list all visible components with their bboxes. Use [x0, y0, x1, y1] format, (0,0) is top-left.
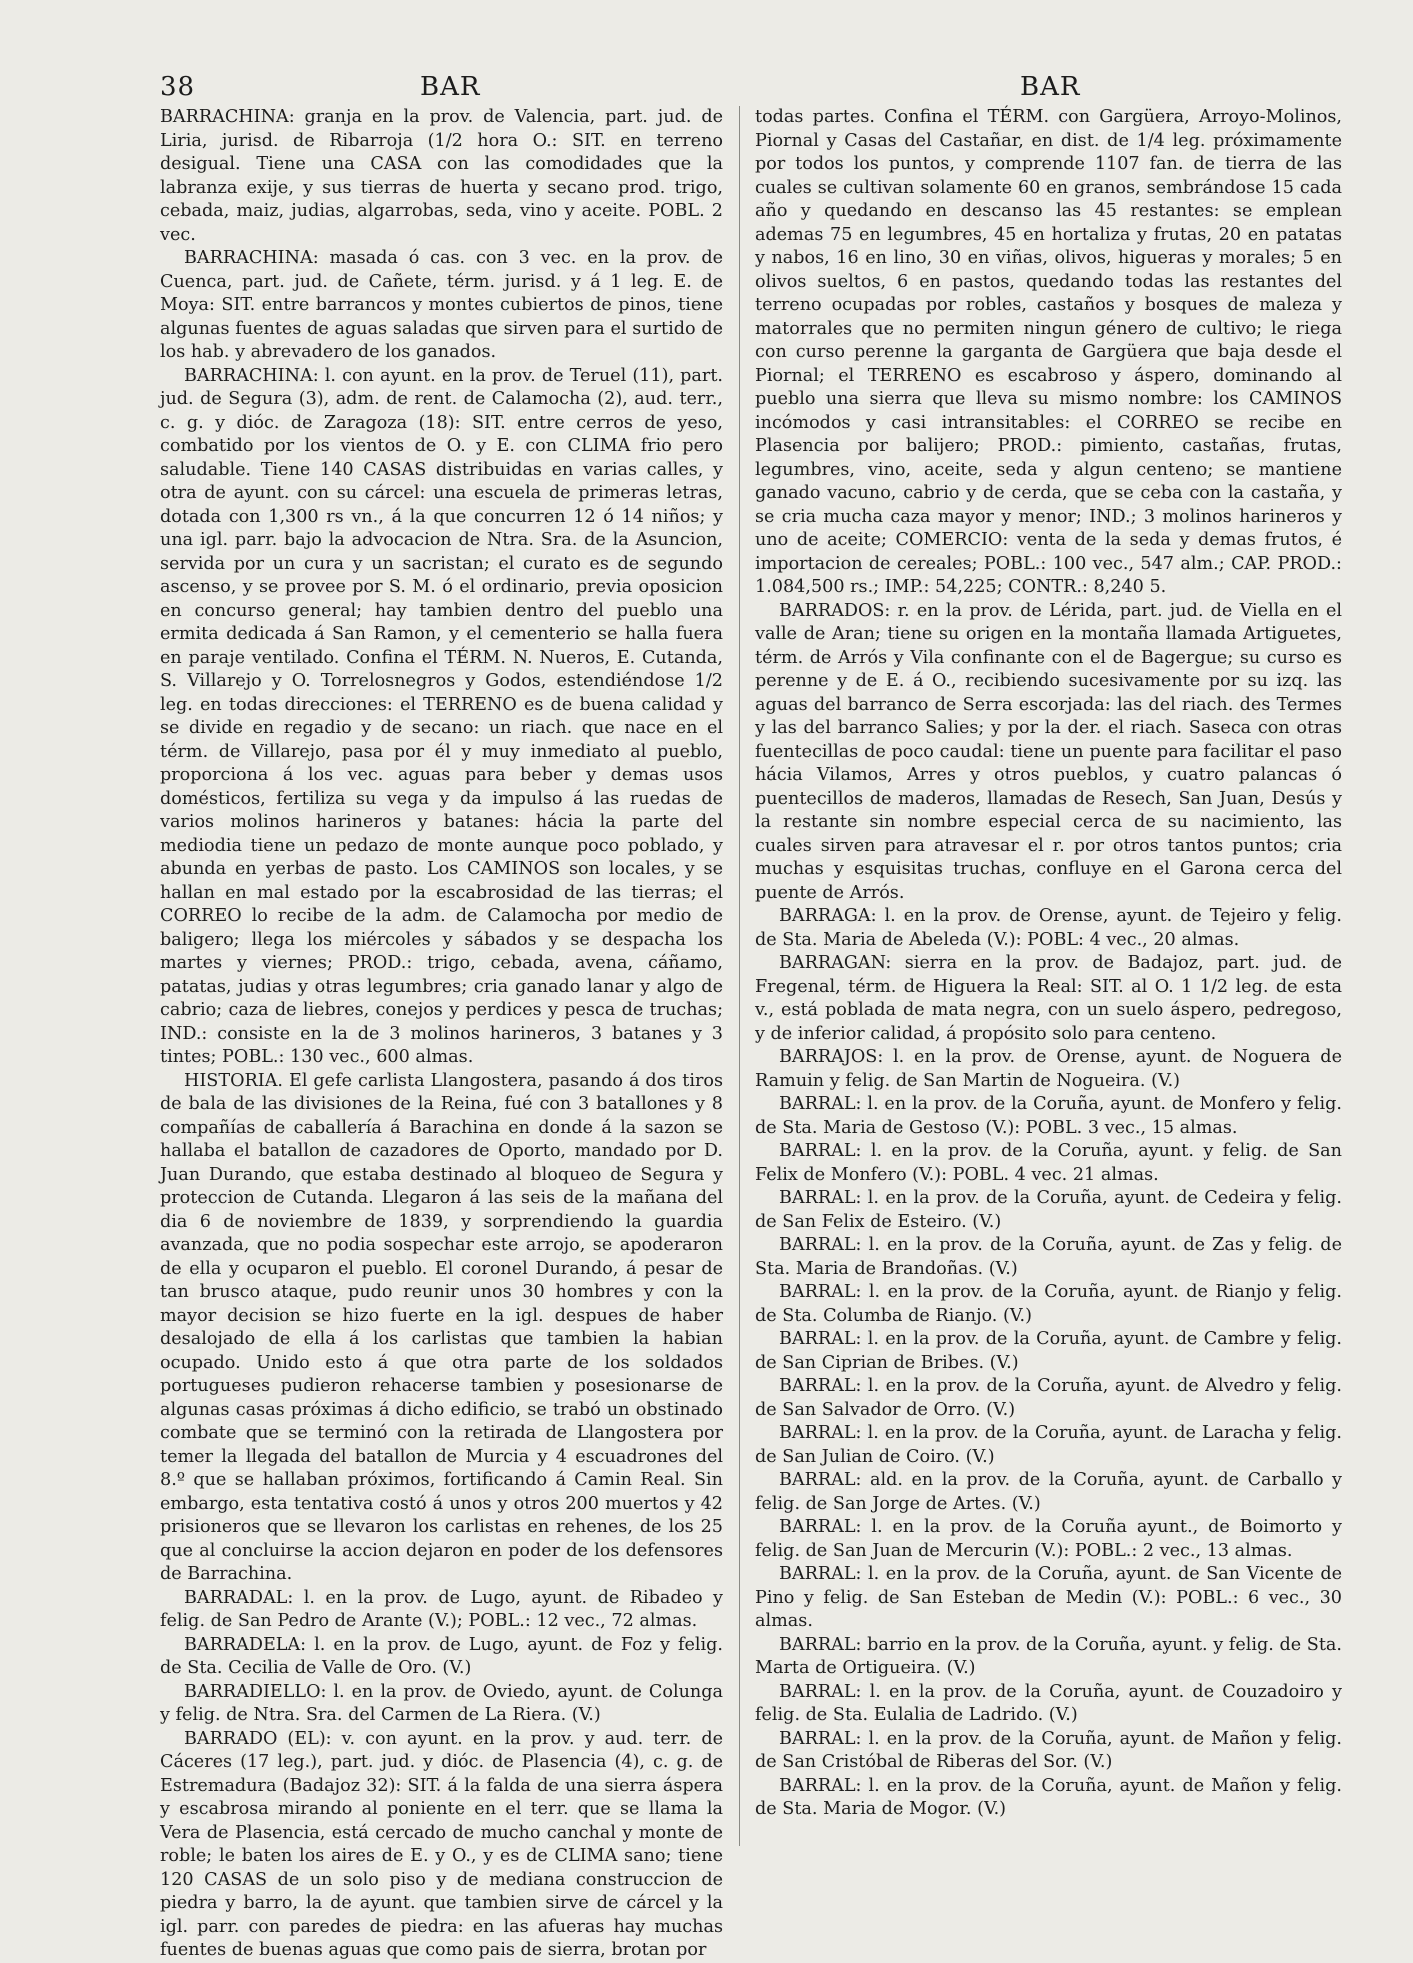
entry-historia: HISTORIA. El gefe carlista Llangostera, pasando á dos tiros de bala de las divisiones de la Reina, fué con 3 batallones y 8 compañías de caballería á Barachina en donde á la sazon se hallaba el batallon de cazadores de Oporto, mandado por D. Juan Durando, que estaba destinado al bloqueo de Segura y proteccion de Cutanda. Llegaron á las seis de la mañana del dia 6 de noviembre de 1839, y sorprendiendo la guardia avanzada, que no podia sospechar este arrojo, se apoderaron de ella y ocuparon el pueblo. El coronel Durando, á pesar de tan brusco ataque, pudo reunir unos 30 hombres y con la mayor decision se hizo fuerte en la igl. despues de haber desalojado de ella á los carlistas que tambien la habian ocupado. Unido esto á que otra parte de los soldados portugueses pudieron rehacerse tambien y posesionarse de algunas casas próximas á dicho edificio, se trabó un obstinado combate que se terminó con la retirada de Llangostera por temer la llegada del batallon de Murcia y 4 escuadrones del 8.º que se hallaban próximos, fortificando á Camin Real. Sin embargo, esta tentativa costó á unos y otros 200 muertos y 42 prisioneros que se llevaron los carlistas en rehenes, de los 25 que al concluirse la accion dejaron en poder de los defensores de Barrachina.	[160, 1070, 723, 1584]
entry-barral-ladrido: BARRAL: l. en la prov. de la Coruña, ayunt. de Couzadoiro y felig. de Sta. Eulalia de Ladrido. (V.)	[755, 1681, 1342, 1725]
entry-barral-mercurin: BARRAL: l. en la prov. de la Coruña ayunt., de Boimorto y felig. de San Juan de Mercurin (V.): POBL.: 2 vec., 13 almas.	[755, 1517, 1342, 1561]
entry-barradal: BARRADAL: l. en la prov. de Lugo, ayunt. de Ribadeo y felig. de San Pedro de Arante (V.); POBL.: 12 vec., 72 almas.	[160, 1587, 723, 1631]
left-column	[160, 106, 723, 1963]
entry-barral-gestoso: BARRAL: l. en la prov. de la Coruña, ayunt. de Monfero y felig. de Sta. Maria de Gestoso (V.): POBL. 3 vec., 15 almas.	[755, 1094, 1342, 1138]
entry-barrajos: BARRAJOS: l. en la prov. de Orense, ayunt. de Noguera de Ramuin y felig. de San Martin de Nogueira. (V.)	[755, 1047, 1342, 1091]
entry-barral-riberas-del-sor: BARRAL: l. en la prov. de la Coruña, ayunt. de Mañon y felig. de San Cristóbal de Riberas del Sor. (V.)	[755, 1728, 1342, 1772]
running-head-left: BAR	[420, 72, 481, 102]
entry-barradiello: BARRADIELLO: l. en la prov. de Oviedo, ayunt. de Colunga y felig. de Ntra. Sra. del Carmen de La Riera. (V.)	[160, 1681, 723, 1725]
column-divider	[739, 106, 740, 1846]
entry-barral-orro: BARRAL: l. en la prov. de la Coruña, ayunt. de Alvedro y felig. de San Salvador de Orro. (V.)	[755, 1376, 1342, 1420]
entry-barral-artes: BARRAL: ald. en la prov. de la Coruña, ayunt. de Carballo y felig. de San Jorge de Artes. (V.)	[755, 1470, 1342, 1514]
entry-barral-bribes: BARRAL: l. en la prov. de la Coruña, ayunt. de Cambre y felig. de San Ciprian de Bribes. (V.)	[755, 1329, 1342, 1373]
entry-barrachina-teruel: BARRACHINA: l. con ayunt. en la prov. de Teruel (11), part. jud. de Segura (3), adm. de rent. de Calamocha (2), aud. terr., c. g. y dióc. de Zaragoza (18): SIT. entre cerros de yeso, combatido por los vientos de O. y E. con CLIMA frio pero saludable. Tiene 140 CASAS distribuidas en varias calles, y otra de ayunt. con su cárcel: una escuela de primeras letras, dotada con 1,300 rs vn., á la que concurren 12 ó 14 niños; y una igl. parr. bajo la advocacion de Ntra. Sra. de la Asuncion, servida por un cura y un sacristan; el curato es de segundo ascenso, y se provee por S. M. ó el ordinario, previa oposicion en concurso general; hay tambien dentro del pueblo una ermita dedicada á San Ramon, y el cementerio se halla fuera en paraje ventilado. Confina el TÉRM. N. Nueros, E. Cutanda, S. Villarejo y O. Torrelosnegros y Godos, estendiéndose 1/2 leg. en todas direcciones: el TERRENO es de buena calidad y se divide en regadio y de secano: un riach. que nace en el térm. de Villarejo, pasa por él y muy inmediato al pueblo, proporciona á los vec. aguas para beber y demas usos domésticos, fertiliza su vega y da impulso á las ruedas de varios molinos harineros y batanes: hácia la parte del mediodia tiene un pedazo de monte aunque poco poblado, y abunda en yerbas de pasto. Los CAMINOS son locales, y se hallan en mal estado por la escabrosidad de las tierras; el CORREO lo recibe de la adm. de Calamocha por medio de baligero; llega los miércoles y sábados y se despacha los martes y viernes; PROD.: trigo, cebada, avena, cáñamo, patatas, judias y otras legumbres; cria ganado lanar y algo de cabrio; caza de liebres, conejos y perdices y pesca de truchas; IND.: consiste en la de 3 molinos harineros, 3 batanes y 3 tintes; POBL.: 130 vec., 600 almas.	[160, 365, 723, 1067]
entry-barraga: BARRAGA: l. en la prov. de Orense, ayunt. de Tejeiro y felig. de Sta. Maria de Abeleda (V.): POBL: 4 vec., 20 almas.	[755, 906, 1342, 950]
entry-barragan: BARRAGAN: sierra en la prov. de Badajoz, part. jud. de Fregenal, térm. de Higuera la Real: SIT. al O. 1 1/2 leg. de esta v., está poblada de mata negra, con un suelo áspero, pedregoso, y de inferior calidad, á propósito solo para centeno.	[755, 953, 1342, 1044]
entry-barral-medin: BARRAL: l. en la prov. de la Coruña, ayunt. de San Vicente de Pino y felig. de San Esteban de Medin (V.): POBL.: 6 vec., 30 almas.	[755, 1564, 1342, 1631]
entry-barrachina-cuenca: BARRACHINA: masada ó cas. con 3 vec. en la prov. de Cuenca, part. jud. de Cañete, térm. jurisd. y á 1 leg. E. de Moya: SIT. entre barrancos y montes cubiertos de pinos, tiene algunas fuentes de aguas saladas que sirven para el surtido de los hab. y abrevadero de los ganados.	[160, 248, 723, 362]
entry-barral-brandonas: BARRAL: l. en la prov. de la Coruña, ayunt. de Zas y felig. de Sta. Maria de Brandoñas. (V.)	[755, 1235, 1342, 1279]
entry-barral-ortigueira: BARRAL: barrio en la prov. de la Coruña, ayunt. y felig. de Sta. Marta de Ortigueira. (V.)	[755, 1634, 1342, 1678]
entry-barral-esteiro: BARRAL: l. en la prov. de la Coruña, ayunt. de Cedeira y felig. de San Felix de Esteiro. (V.)	[755, 1188, 1342, 1232]
entry-barradela: BARRADELA: l. en la prov. de Lugo, ayunt. de Foz y felig. de Sta. Cecilia de Valle de Oro. (V.)	[160, 1634, 723, 1678]
entry-barrados: BARRADOS: r. en la prov. de Lérida, part. jud. de Viella en el valle de Aran; tiene su origen en la montaña llamada Artiguetes, térm. de Arrós y Vila confinante con el de Bagergue; su curso es perenne y de E. á O., recibiendo sucesivamente por su izq. las aguas del barranco de Serra escorjada: las del riach. des Termes y las del barranco Salies; y por la der. el riach. Saseca con otras fuentecillas de poco caudal: tiene un puente para facilitar el paso hácia Vilamos, Arres y otros pueblos, y cuatro palancas ó puentecillos de maderos, llamadas de Resech, San Juan, Desús y la restante sin nombre especial cerca de su nacimiento, las cuales sirven para atravesar el r. por otros tantos puntos; cria muchas y esquisitas truchas, confluye en el Garona cerca del puente de Arrós.	[755, 600, 1342, 903]
running-head-right: BAR	[1020, 72, 1081, 102]
entry-barral-rianjo: BARRAL: l. en la prov. de la Coruña, ayunt. de Rianjo y felig. de Sta. Columba de Rianjo. (V.)	[755, 1282, 1342, 1326]
entry-barrado: BARRADO (EL): v. con ayunt. en la prov. y aud. terr. de Cáceres (17 leg.), part. jud. y dióc. de Plasencia (4), c. g. de Estremadura (Badajoz 32): SIT. á la falda de una sierra áspera y escabrosa mirando al poniente en el terr. que se llama la Vera de Plasencia, está cercado de mucho canchal y monte de roble; le baten los aires de E. y O., y es de CLIMA sano; tiene 120 CASAS de un solo piso y de mediana construccion de piedra y barro, la de ayunt. que tambien sirve de cárcel y la igl. parr. con paredes de piedra: en las afueras hay muchas fuentes de buenas aguas que como pais de sierra, brotan por	[160, 1728, 723, 1960]
entry-barrado-continuation: todas partes. Confina el TÉRM. con Gargüera, Arroyo-Molinos, Piornal y Casas del Castañar, en dist. de 1/4 leg. próximamente por todos los puntos, y comprende 1107 fan. de tierra de las cuales se cultivan solamente 60 en granos, sembrándose 15 cada año y quedando en descanso las 45 restantes: se emplean ademas 75 en legumbres, 45 en hortaliza y frutas, 20 en patatas y nabos, 16 en lino, 30 en viñas, olivos, higueras y morales; 5 en olivos sueltos, 6 en pastos, quedando todas las restantes del terreno ocupadas por robles, castaños y bosques de maleza y matorrales que no permiten ningun género de cultivo; le riega con curso perenne la garganta de Gargüera que baja desde el Piornal; el TERRENO es escabroso y áspero, dominando al pueblo una sierra que lleva su mismo nombre: los CAMINOS incómodos y casi intransitables: el CORREO se recibe en Plasencia por balijero; PROD.: pimiento, castañas, frutas, legumbres, vino, aceite, seda y algun centeno; se mantiene ganado vacuno, cabrio y de cerda, que se ceba con la castaña, y se cria mucha caza mayor y menor; IND.; 3 molinos harineros y uno de aceite; COMERCIO: venta de la seda y demas frutos, é importacion de cereales; POBL.: 100 vec., 547 alm.; CAP. PROD.: 1.084,500 rs.; IMP.: 54,225; CONTR.: 8,240 5.	[755, 107, 1342, 597]
entry-barral-mogor: BARRAL: l. en la prov. de la Coruña, ayunt. de Mañon y felig. de Sta. Maria de Mogor. (V.)	[755, 1775, 1342, 1819]
entry-barral-monfero: BARRAL: l. en la prov. de la Coruña, ayunt. y felig. de San Felix de Monfero (V.): POBL. 4 vec. 21 almas.	[755, 1141, 1342, 1185]
right-column	[755, 106, 1342, 1822]
entry-barrachina-valencia: BARRACHINA: granja en la prov. de Valencia, part. jud. de Liria, jurisd. de Ribarroja (1/2 hora O.: SIT. en terreno desigual. Tiene una CASA con las comodidades que la labranza exije, y sus tierras de huerta y secano prod. trigo, cebada, maiz, judias, algarrobas, seda, vino y aceite. POBL. 2 vec.	[160, 107, 723, 245]
entry-barral-coiro: BARRAL: l. en la prov. de la Coruña, ayunt. de Laracha y felig. de San Julian de Coiro. (V.)	[755, 1423, 1342, 1467]
page-number: 38	[160, 72, 196, 102]
